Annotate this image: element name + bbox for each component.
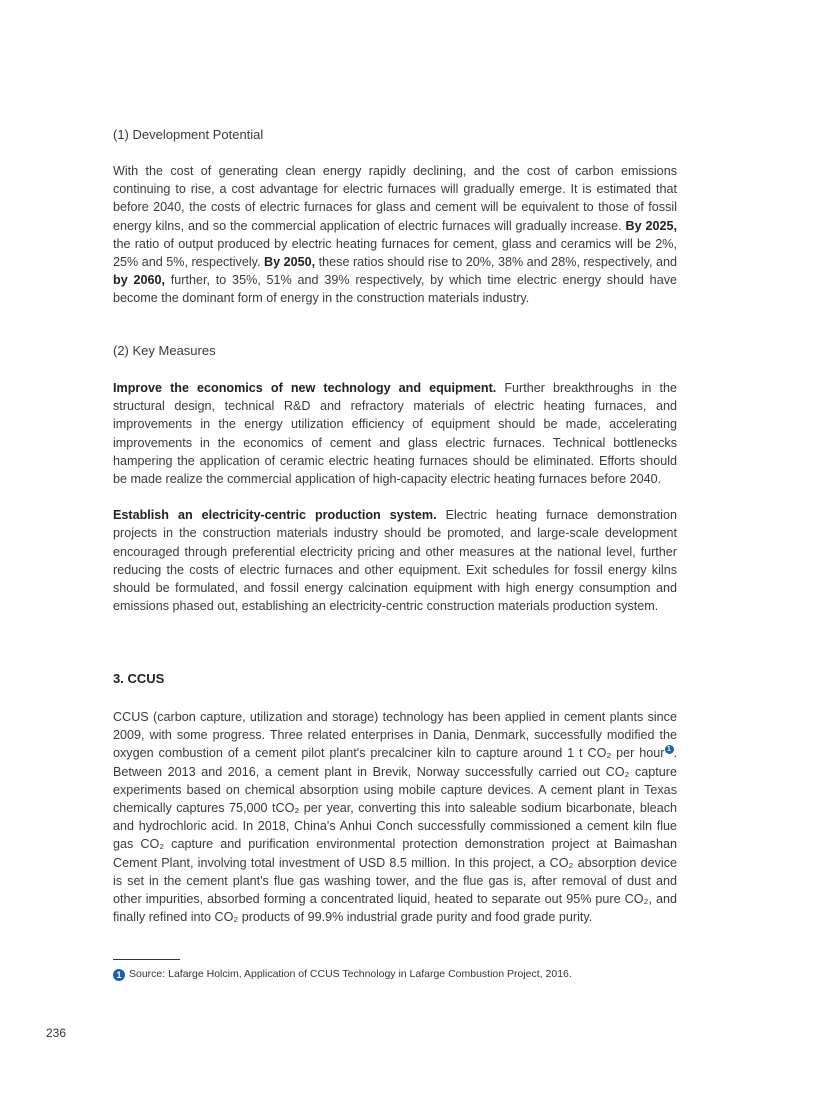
section-development-potential [113, 126, 677, 308]
section-heading: 3. CCUS [113, 671, 165, 686]
footnote-ref[interactable]: 1 [665, 745, 674, 754]
section-ccus [113, 670, 677, 926]
paragraph: Improve the economics of new technology and equipment. Further breakthroughs in the structural design, technical R&D and refractory materials of electric heating furnaces, and improvements in the energy utilization efficiency of equipment should be made, accelerating improvements in the economics of cement and glass electric furnaces. Technical bottlenecks hampering the application of ceramic electric heating furnaces should be eliminated. Efforts should be made realize the commercial application of high-capacity electric heating furnaces before 2040. [113, 381, 677, 487]
subheading: (2) Key Measures [113, 343, 216, 358]
subheading: (1) Development Potential [113, 127, 264, 142]
paragraph: Establish an electricity-centric production system. Electric heating furnace demonstration projects in the construction materials industry should be promoted, and large-scale development encouraged through preferential electricity pricing and other measures at the national level, further reducing the costs of electric furnaces and other equipment. Exit schedules for fossil energy kilns should be formulated, and fossil energy calcination equipment with high energy consumption and emissions phased out, establishing an electricity-centric construction materials production system. [113, 508, 677, 614]
footnote-number-icon: 1 [113, 969, 125, 981]
paragraph: With the cost of generating clean energy rapidly declining, and the cost of carbon emissions continuing to rise, a cost advantage for electric furnaces will gradually emerge. It is estimated that before 2040, the costs of electric furnaces for glass and cement will be equivalent to those of fossil energy kilns, and so the commercial application of electric furnaces will gradually increase. By 2025, the ratio of output produced by electric heating furnaces for cement, glass and ceramics will be 2%, 25% and 5%, respectively. By 2050, these ratios should rise to 20%, 38% and 28%, respectively, and by 2060, further, to 35%, 51% and 39% respectively, by which time electric energy should have become the dominant form of energy in the construction materials industry. [113, 164, 677, 306]
footnote: 1 Source: Lafarge Holcim, Application of CCUS Technology in Lafarge Combustion Project, 2016. [113, 968, 572, 981]
paragraph: CCUS (carbon capture, utilization and storage) technology has been applied in cement plants since 2009, with some progress. Three related enterprises in Dania, Denmark, successfully modified the oxygen combustion of a cement pilot plant's precalciner kiln to capture around 1 t CO₂ per hour $^1$ . Between 2013 and 2016, a cement plant in Brevik, Norway successfully carried out CO₂ capture experiments based on chemical absorption using mobile capture devices. A cement plant in Texas chemically captures 75,000 tCO₂ per year, converting this into saleable sodium bicarbonate, bleach and hydrochloric acid. In 2018, China's Anhui Conch successfully commissioned a cement kiln flue gas CO₂ capture and purification environmental protection demonstration project at Baimashan Cement Plant, involving total investment of USD 8.5 million. In this project, a CO₂ absorption device is set in the cement plant's flue gas washing tower, and the flue gas is, after removal of dust and other impurities, absorbed forming a concentrated liquid, heated to separate out 95% pure CO₂, and finally refined into CO₂ products of 99.9% industrial grade purity and food grade purity. [113, 710, 677, 925]
section-key-measures [113, 342, 677, 615]
footnote-divider [113, 959, 180, 960]
page-number: 236 [46, 1026, 67, 1040]
